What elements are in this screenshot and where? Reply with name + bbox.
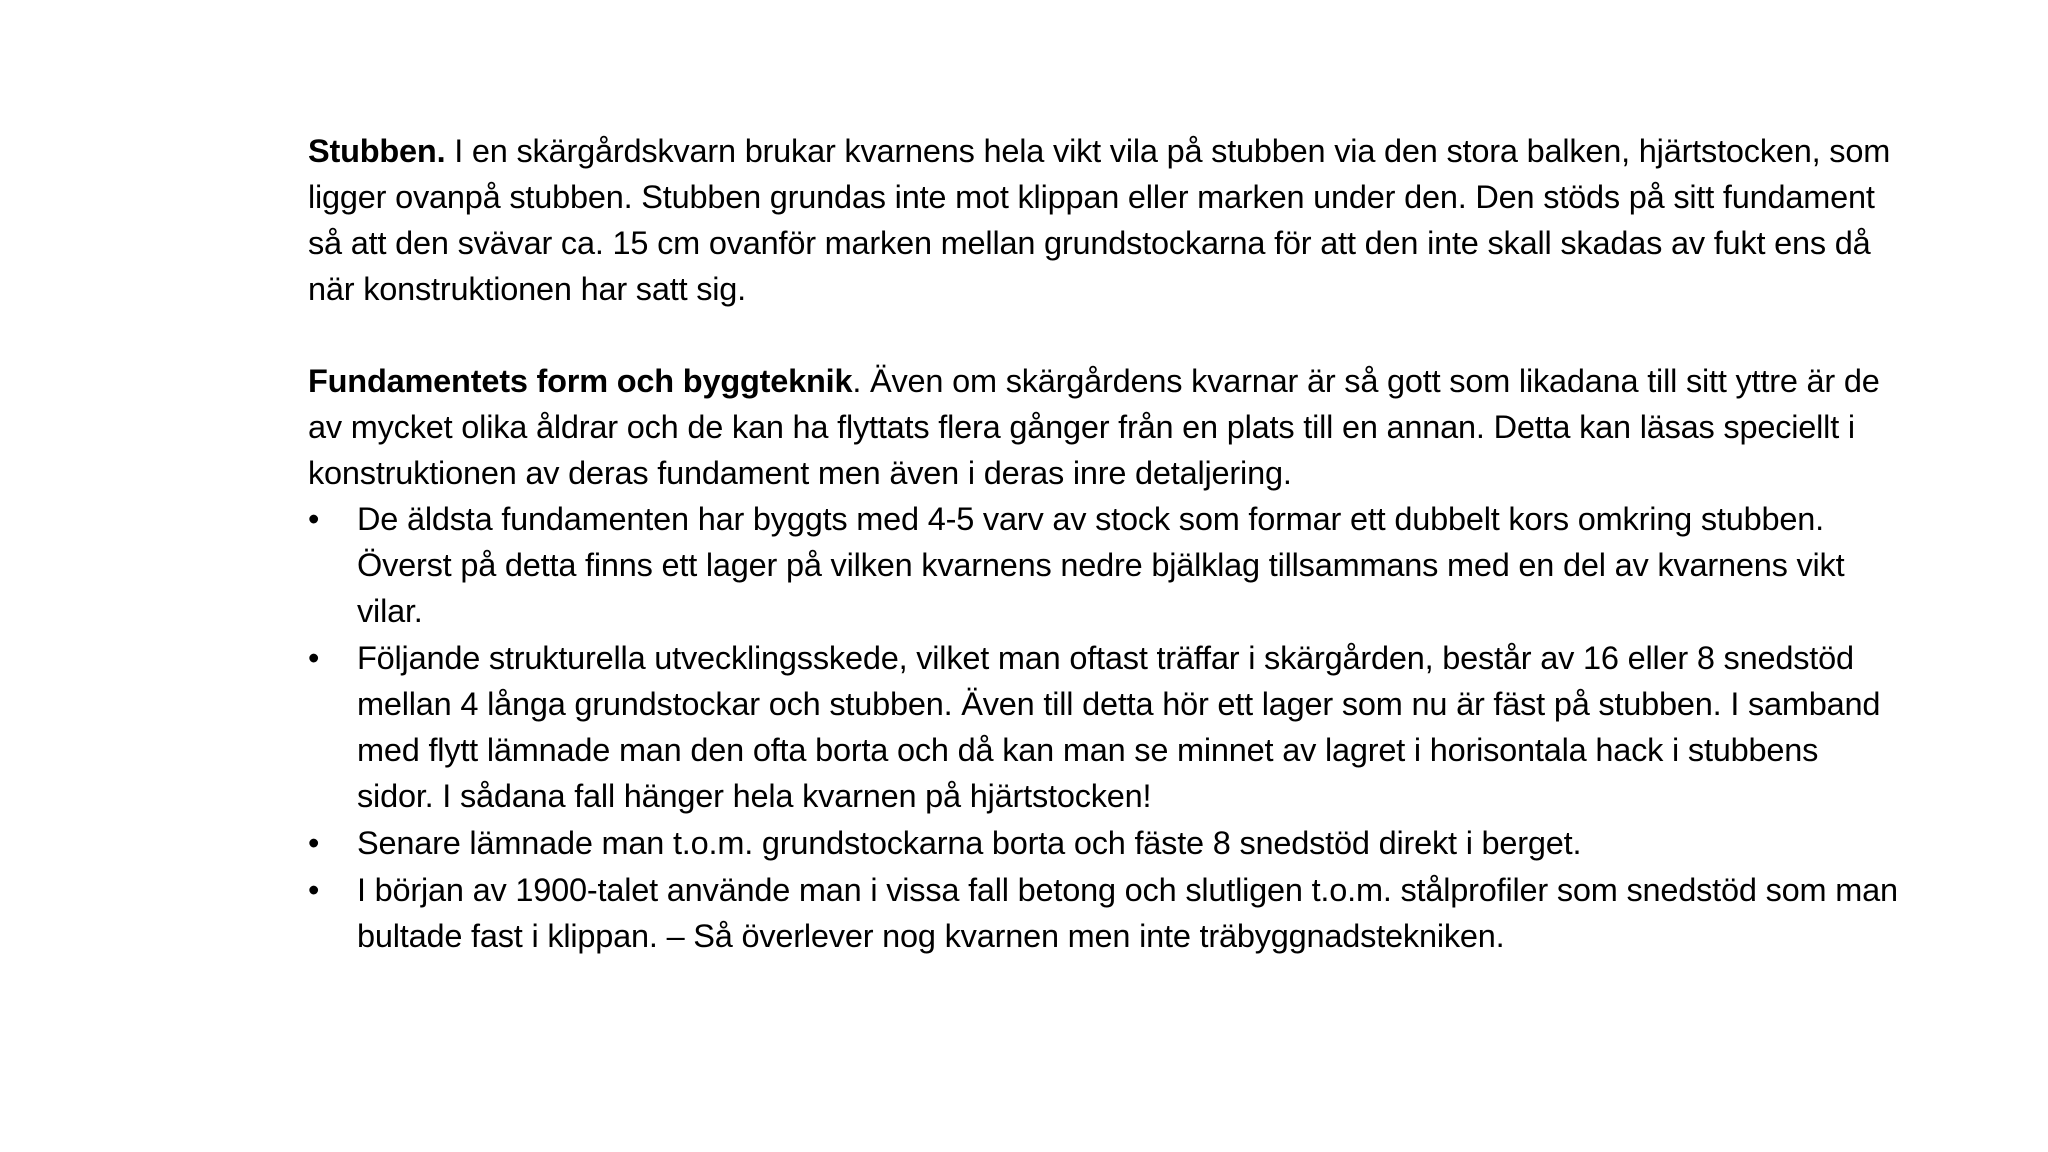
paragraph-fundament [308,358,1898,496]
paragraph-spacer [308,312,1898,358]
bullet-text: De äldsta fundamenten har byggts med 4-5 varv av stock som formar ett dubbelt kors omkring stubben. Överst på detta finns ett lager på vilken kvarnens nedre bjälklag tillsammans med en del av kvarnens vikt vilar. [357,501,1845,629]
paragraph-text-stubben: I en skärgårdskvarn brukar kvarnens hela vikt vila på stubben via den stora balken, hjärtstocken, som ligger ovanpå stubben. Stubben grundas inte mot klippan eller marken under den. Den stöds på sitt fundament så att den svävar ca. 15 cm ovanför marken mellan grundstockarna för att den inte skall skadas av fukt ens då när konstruktionen har satt sig. [308,133,1891,307]
bullet-item [308,635,1898,819]
bullet-dot-icon: • [308,640,320,676]
bullet-dot-icon: • [308,872,320,908]
bullet-text: Följande strukturella utvecklingsskede, vilket man oftast träffar i skärgården, består av 16 eller 8 snedstöd mellan 4 långa grundstockar och stubben. Även till detta hör ett lager som nu är fäst på stubben. I samband med flytt lämnade man den ofta borta och då kan man se minnet av lagret i horisontala hack i stubbens sidor. I sådana fall hänger hela kvarnen på hjärtstocken! [357,640,1881,814]
bullet-dot-icon: • [308,825,320,861]
paragraph-heading-stubben: Stubben. [308,133,446,169]
paragraph-text-fundament: . Även om skärgårdens kvarnar är så gott som likadana till sitt yttre är de av mycket olika åldrar och de kan ha flyttats flera gånger från en plats till en annan. Detta kan läsas speciellt i konstruktionen av deras fundament men även i deras inre detaljering. [308,363,1880,491]
text-body [308,128,1898,959]
bullet-item [308,820,1898,866]
bullet-text: Senare lämnade man t.o.m. grundstockarna borta och fäste 8 snedstöd direkt i berget. [357,825,1582,861]
bullet-text: I början av 1900-talet använde man i vissa fall betong och slutligen t.o.m. stålprofiler som snedstöd som man bultade fast i klippan. – Så överlever nog kvarnen men inte träbyggnadstekniken. [357,872,1898,954]
bullet-dot-icon: • [308,501,320,537]
bullet-list [308,496,1898,959]
bullet-item [308,867,1898,959]
bullet-item [308,496,1898,634]
paragraph-heading-fundament: Fundamentets form och byggteknik [308,363,853,399]
paragraph-stubben [308,128,1898,312]
